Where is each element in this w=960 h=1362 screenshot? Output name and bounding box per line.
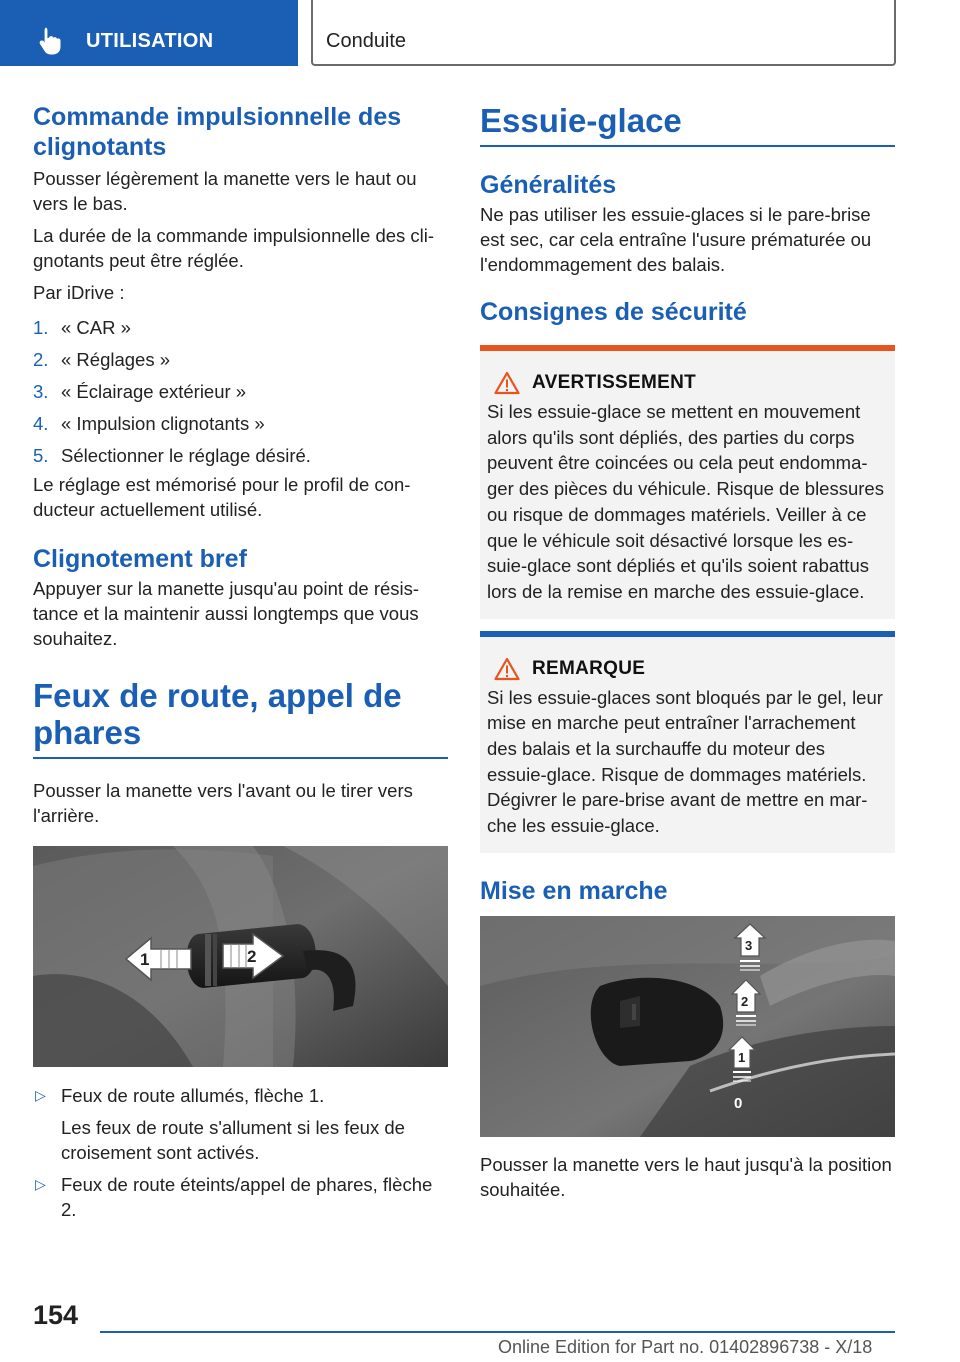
heading-mise-en-marche: Mise en marche — [480, 876, 668, 905]
warning-text: Si les essuie-glace se mettent en mouvement alors qu'ils sont dépliés, des parties du corps peuvent être coincées ou cela peut endommager des pièces du véhicule. Risque de blessures ou risque de dommages matériels. Veiller à ce que le véhicule soit désactivé lorsque les essuie-glace sont dépliés et qu'ils soient rabattus lors de la remise en marche des essuie-glace. — [487, 401, 884, 602]
list-item: ▷ Feux de route allumés, flèche 1. Les feux de route s'allument si les feux de croisement sont activés. — [35, 1085, 405, 1163]
heading-consignes-de-securite: Consignes de sécurité — [480, 298, 747, 326]
chapter-label: UTILISATION — [86, 30, 214, 52]
svg-text:3: 3 — [745, 937, 753, 953]
svg-text:1: 1 — [140, 950, 150, 969]
heading-commande-impulsionnelle: Commande impulsionnelle des clignotants — [33, 103, 402, 161]
stalk-drawing — [33, 846, 448, 1067]
list-item: ▷ Feux de route éteints/appel de phares, flèche 2. — [35, 1174, 433, 1220]
triangle-bullet-icon: ▷ — [35, 1087, 46, 1103]
paragraph: Appuyer sur la manette jusqu'au point de résistance et la maintenir aussi longtemps que vous souhaitez. — [33, 578, 420, 649]
heading-clignotement-bref: Clignotement bref — [33, 545, 247, 573]
list-item: 1. « CAR » — [33, 317, 131, 338]
wiper-drawing — [480, 916, 895, 1137]
notice-text: Si les essuie-glaces sont bloqués par le gel, leur mise en marche peut entraîner l'arrachement des balais et la surchauffe du moteur des essuie-glace. Risque de dommages matériels. Dégivrer le pare-brise avant de mettre en marche les essuie-glace. — [487, 686, 883, 837]
svg-text:0: 0 — [734, 1094, 743, 1112]
hand-pointer-icon — [36, 25, 66, 55]
heading-feux-de-route: Feux de route, appel de phares — [33, 677, 402, 751]
paragraph: Pousser la manette vers l'avant ou le tirer vers l'arrière. — [33, 780, 413, 826]
high-beam-bullets — [33, 1083, 448, 1222]
triangle-bullet-icon: ▷ — [35, 1176, 46, 1192]
paragraph: Le réglage est mémorisé pour le profil de conducteur actuellement utilisé. — [33, 474, 411, 520]
footer-rule — [100, 1331, 895, 1333]
paragraph: Pousser la manette vers le haut jusqu'à la position souhaitée. — [480, 1153, 892, 1200]
list-item: 2. « Réglages » — [33, 349, 171, 370]
section-header — [311, 0, 896, 66]
svg-text:1: 1 — [738, 1049, 746, 1065]
paragraph: Par iDrive : — [33, 282, 125, 303]
right-column — [480, 102, 895, 1202]
notice-label: REMARQUE — [532, 657, 646, 679]
warning-box — [480, 345, 895, 619]
svg-text:2: 2 — [741, 993, 749, 1009]
heading-block — [33, 677, 448, 759]
notice-box — [480, 631, 895, 853]
section-label: Conduite — [326, 30, 407, 52]
chapter-tab[interactable] — [0, 0, 298, 66]
warning-triangle-icon — [494, 657, 520, 681]
paragraph: Pousser légèrement la manette vers le haut ou vers le bas. — [33, 168, 417, 214]
svg-text:2: 2 — [247, 947, 257, 966]
high-beam-stalk-illustration — [33, 846, 448, 1067]
idrive-steps-list — [33, 315, 448, 468]
left-column — [33, 102, 448, 1222]
heading-essuie-glace: Essuie-glace — [480, 102, 682, 139]
paragraph: La durée de la commande impulsionnelle des clignotants peut être réglée. — [33, 225, 435, 271]
list-item: 5. Sélectionner le réglage désiré. — [33, 445, 311, 466]
footer-edition — [498, 1337, 872, 1358]
warning-triangle-icon — [494, 371, 520, 395]
list-item: 3. « Éclairage extérieur » — [33, 381, 247, 402]
page-number: 154 — [33, 1300, 79, 1330]
warning-label: AVERTISSEMENT — [532, 372, 697, 393]
edition-text: Online Edition for Part no. 01402896738 - X/18 — [498, 1337, 873, 1357]
paragraph: Ne pas utiliser les essuie-glaces si le pare-brise est sec, car cela entraîne l'usure prématurée ou l'endommagement des balais. — [480, 204, 872, 275]
list-item: 4. « Impulsion clignotants » — [33, 413, 265, 434]
wiper-stalk-illustration — [480, 916, 895, 1137]
heading-block — [480, 102, 895, 147]
heading-generalites: Généralités — [480, 171, 617, 199]
